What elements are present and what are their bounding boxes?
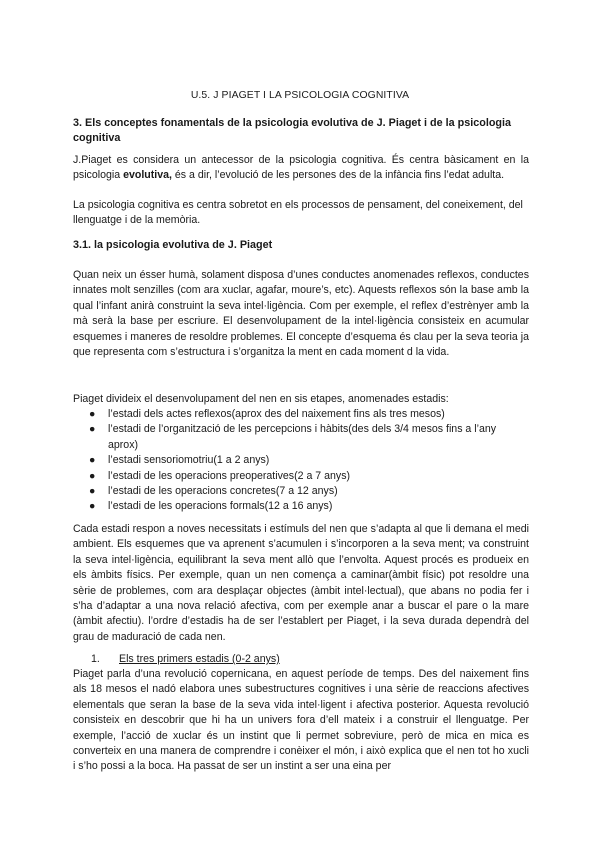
list-item xyxy=(73,453,529,468)
list-item xyxy=(73,499,529,514)
section-3-paragraph-1 xyxy=(73,153,529,184)
paragraph-text: J.Piaget es considera un antecessor de la psicologia cognitiva. És centra bàsicament en la psicologia xyxy=(73,154,529,182)
bullet-icon: ● xyxy=(89,500,96,513)
list-item xyxy=(73,407,529,422)
paragraph-text: és a dir, l’evolució de les persones des de la infància fins l’edat adulta. xyxy=(171,169,505,182)
bullet-icon: ● xyxy=(89,423,96,436)
bullet-icon: ● xyxy=(89,469,96,482)
bold-term: evolutiva, xyxy=(123,169,172,182)
item-title: Els tres primers estadis (0-2 anys) xyxy=(119,653,280,665)
list-item-text: l’estadi sensoriomotriu(1 a 2 anys) xyxy=(108,454,270,467)
section-3-1-paragraph-1: Quan neix un ésser humà, solament disposa d’unes conductes anomenades reflexos, conductes innates molt senzilles (com ara xuclar, agafar, moure’s, etc). Aquests reflexos són la base amb la qual l’infant anirà construint la seva intel·ligència. Com per exemple, el reflex d’estrènyer amb la mà serà la base per escriure. El desenvolupament de la intel·ligència consisteix en acumular esquemes i maneres de resoldre problemes. El concepte d’esquema és clau per la seva teoria ja que representa com s’estructura i s’organitza la ment en cada moment d la vida. xyxy=(73,269,529,359)
list-item-text: l’estadi de les operacions preoperatives(2 a 7 anys) xyxy=(108,469,351,482)
bullet-icon: ● xyxy=(89,454,96,467)
document-title: U.5. J PIAGET I LA PSICOLOGIA COGNITIVA xyxy=(190,90,410,101)
stages-list xyxy=(73,407,529,515)
list-item xyxy=(73,484,529,499)
list-item-text: l’estadi de l’organització de les percepcions i hàbits(des dels 3/4 mesos fins a l’any aprox) xyxy=(108,423,497,451)
list-item-text: l’estadi de les operacions formals(12 a 16 anys) xyxy=(108,500,333,513)
bullet-icon: ● xyxy=(89,408,96,420)
stages-intro: Piaget divideix el desenvolupament del nen en sis etapes, anomenades estadis: xyxy=(73,393,449,405)
list-item-text: l’estadi de les operacions concretes(7 a 12 anys) xyxy=(108,485,338,498)
numbered-heading-1 xyxy=(73,652,575,667)
section-3-1-paragraph-2: Cada estadi respon a noves necessitats i estímuls del nen que s’adapta al que li demana el medi ambient. Els esquemes que va aprenent s’acumulen i s’incorporen a la seva ment; va construint la seva intel·ligència, equilibrant la seva ment allò que l’envolta. Aquest procés es produeix en els àmbits físics. Per exemple, quan un nen comença a caminar(àmbit físic) pot resoldre una sèrie de problemes, com ara desplaçar objectes (àmbit intel·lectual), que abans no podia fer i s’ha d’adaptar a una nova relació afectiva, com per exemple anar a buscar el pare o la mare (àmbit afectiu). l’ordre d’estadis ha de ser l’establert per Piaget, i la seva durada dependrà del grau de maduració de cada nen. xyxy=(73,523,529,643)
list-item-text: l’estadi dels actes reflexos(aprox des del naixement fins als tres mesos) xyxy=(108,408,445,420)
item-number: 1. xyxy=(91,653,100,665)
section-3-paragraph-2: La psicologia cognitiva es centra sobretot en els processos de pensament, del coneixement, del llenguatge i de la memòria. xyxy=(73,199,523,227)
section-3-heading: 3. Els conceptes fonamentals de la psicologia evolutiva de J. Piaget i de la psicologia cognitiva xyxy=(73,117,512,145)
section-3-1-paragraph-3: Piaget parla d’una revolució copernicana, en aquest període de temps. Des del naixement fins als 18 mesos el nadó elabora unes subestructures cognitives i una sèrie de reaccions afectives elementals que seran la base de la seva vida intel·ligent i afectiva posterior. Aquesta revolució consisteix en descobrir que hi ha un univers fora d’ell mateix i a construir el llenguatge. Per exemple, l’acció de xuclar és un instint que li permet sobreviure, però de mica en mica es converteix en una manera de comprendre i conèixer el món, i això explica que el nen tot ho xucli i s’ho possi a la boca. Ha passat de ser un instint a ser una eina per xyxy=(73,668,529,773)
bullet-icon: ● xyxy=(89,485,96,498)
list-item xyxy=(73,469,529,484)
list-item xyxy=(73,422,529,453)
section-3-1-heading: 3.1. la psicologia evolutiva de J. Piaget xyxy=(73,239,273,251)
